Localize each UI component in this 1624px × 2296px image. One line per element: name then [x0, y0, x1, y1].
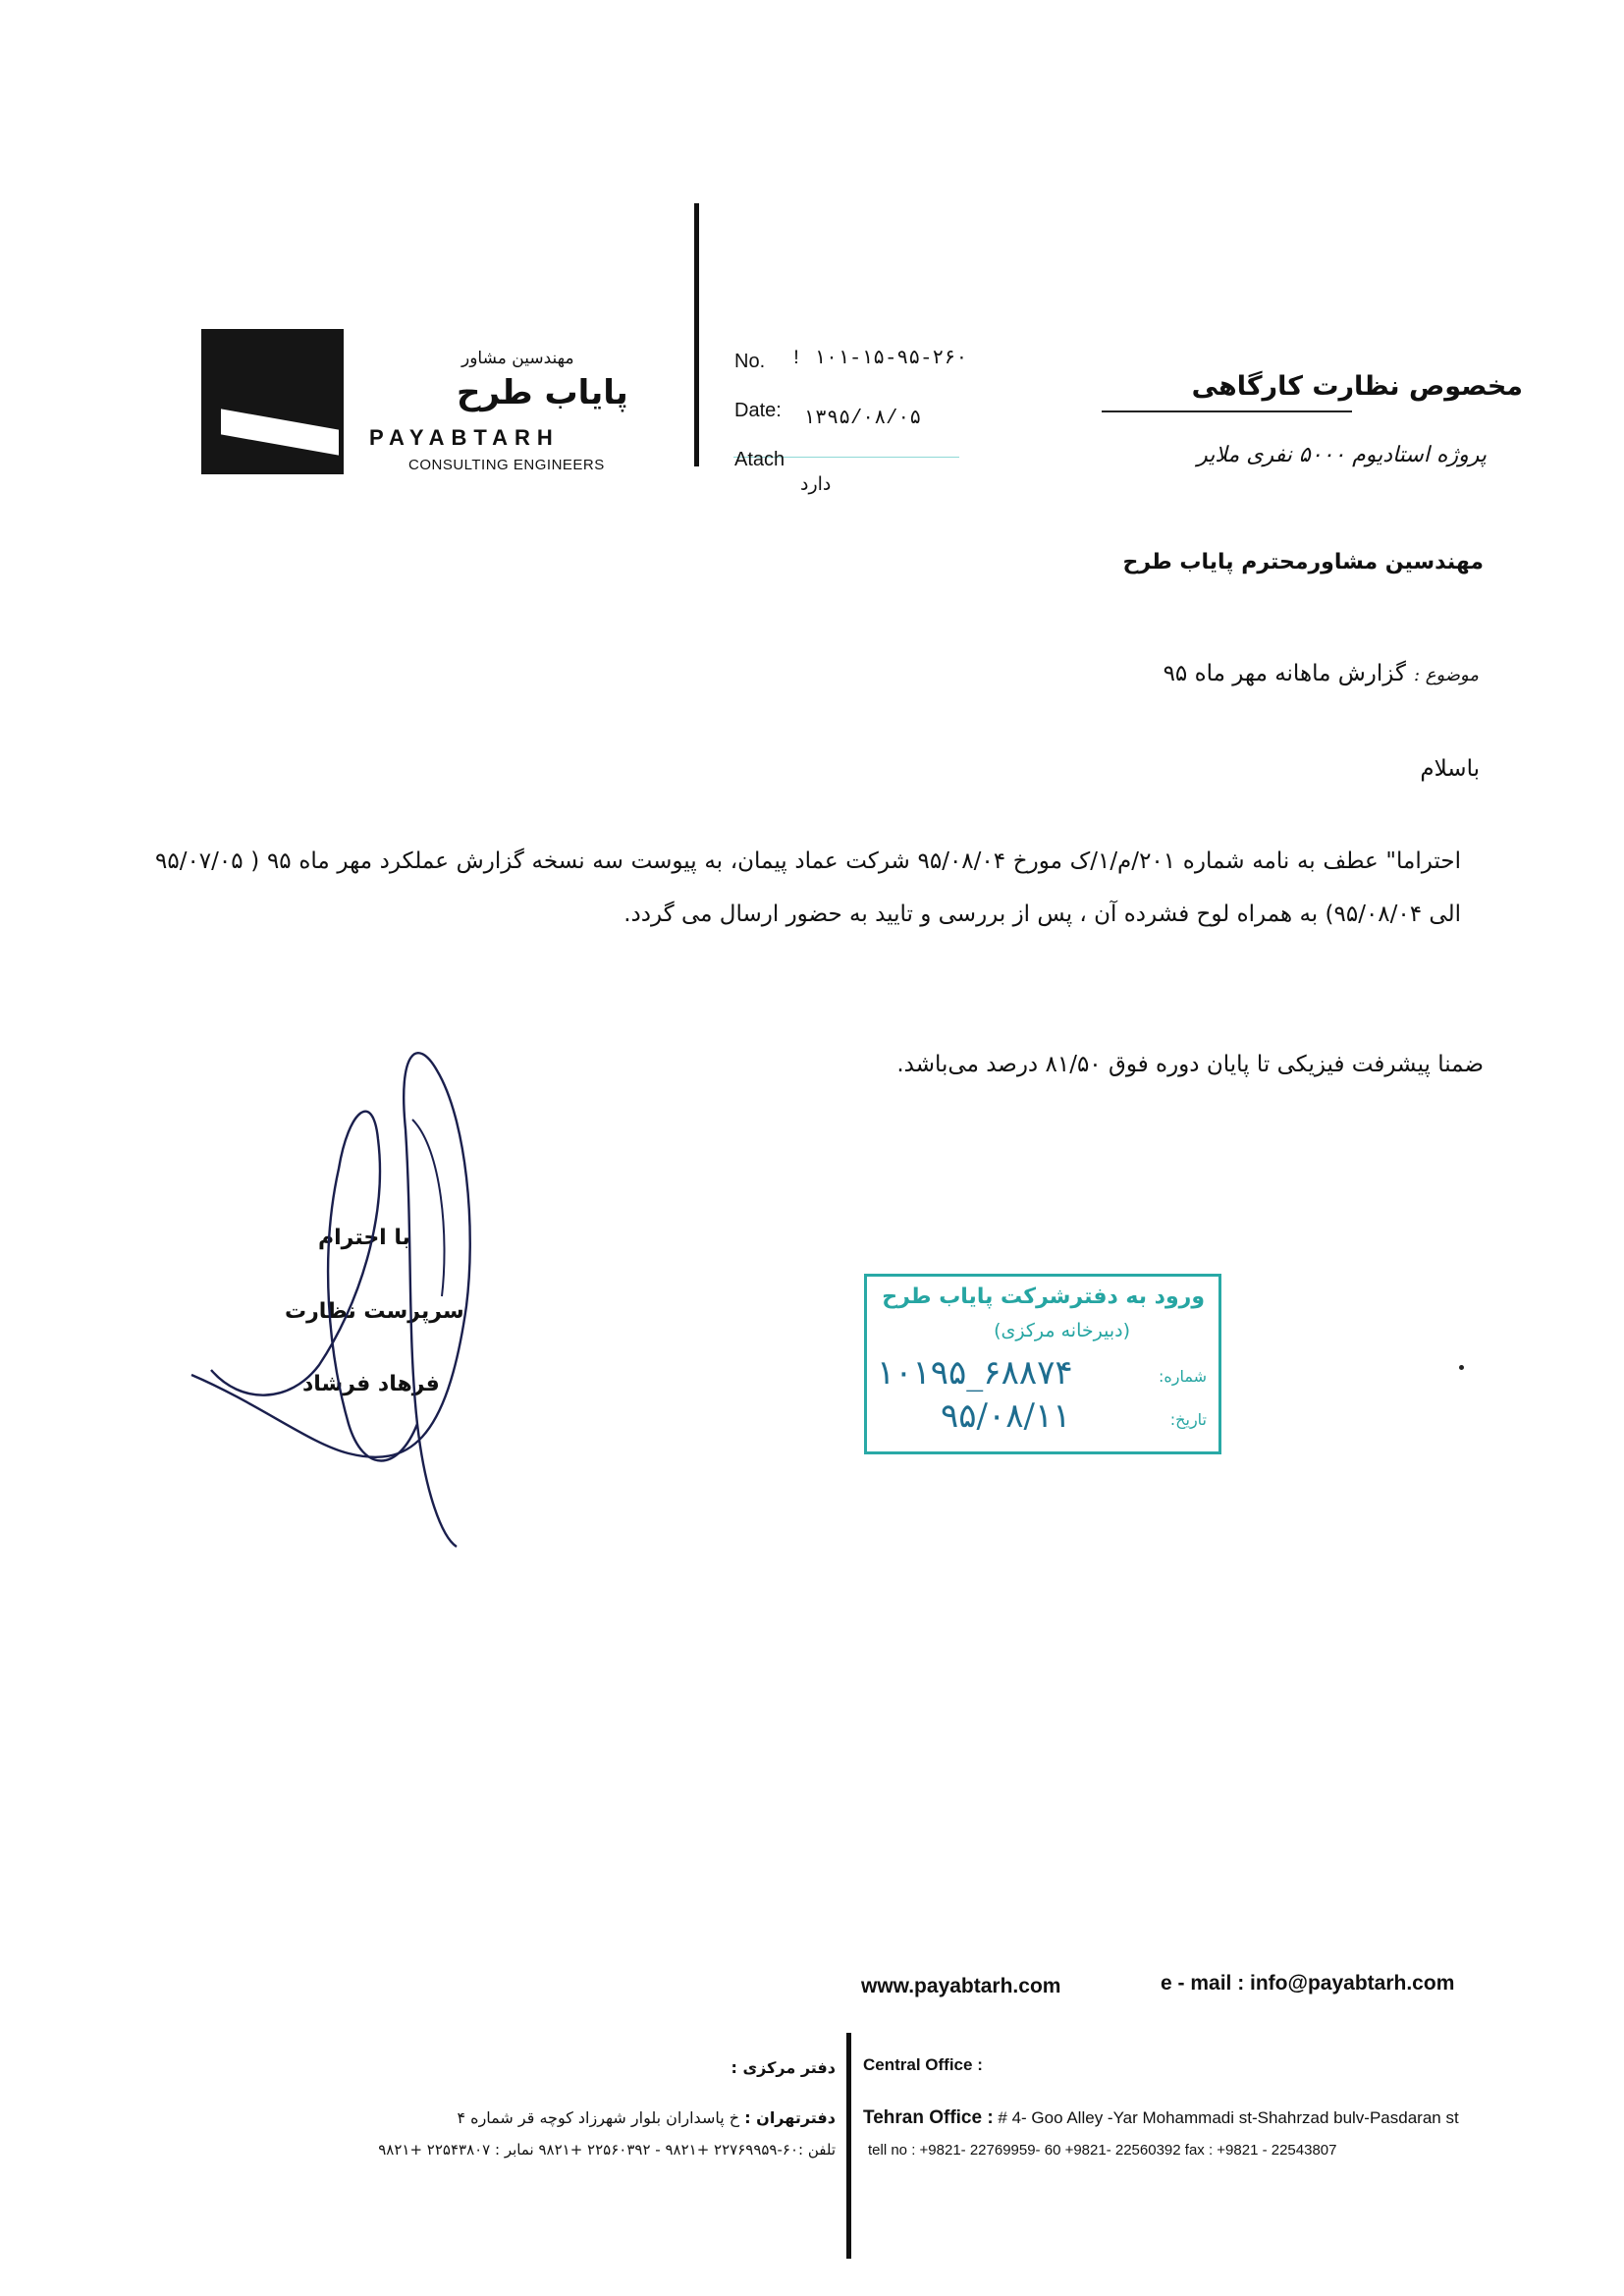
header-divider: [694, 203, 699, 466]
subject-label: موضوع :: [1413, 665, 1479, 685]
firm-subtitle: مهندسین مشاور: [461, 349, 574, 368]
email-address[interactable]: e - mail : info@payabtarh.com: [1161, 1972, 1455, 1995]
phone-en: tell no : +9821- 22769959- 60 +9821- 22560392 fax : +9821 - 22543807: [868, 2142, 1337, 2159]
greeting: باسلام: [1420, 756, 1480, 782]
company-logo: [201, 329, 344, 474]
stamp-subtitle: (دبیرخانه مرکزی): [994, 1320, 1130, 1341]
confidential-heading: مخصوص نظارت کارگاهی: [1191, 371, 1523, 402]
recipient: مهندسین مشاورمحترم پایاب طرح: [1122, 550, 1484, 574]
project-name: پروژه استادیوم ۵۰۰۰ نفری ملایر: [1197, 443, 1487, 467]
tehran-office-fa-address: خ پاسداران بلوار شهرزاد کوچه قر شماره ۴: [457, 2108, 740, 2127]
footer-divider: [846, 2033, 851, 2259]
logo-mark: [221, 409, 339, 455]
heading-underline: [1102, 410, 1352, 412]
letter-date-label: Date:: [734, 400, 782, 421]
signer-title: سرپرست نظارت: [285, 1299, 464, 1324]
tehran-office-fa-label: دفترتهران :: [744, 2108, 836, 2127]
brand-name: PAYABTARH: [369, 425, 560, 450]
tehran-office-en-label: Tehran Office :: [863, 2107, 994, 2128]
letter-number-label: No.: [734, 351, 766, 372]
website[interactable]: www.payabtarh.com: [861, 1975, 1061, 1997]
progress-statement: ضمنا پیشرفت فیزیکی تا پایان دوره فوق ۸۱/۵۰ درصد می‌باشد.: [896, 1052, 1484, 1077]
phone-fa: تلفن :۶۰-۲۲۷۶۹۹۵۹ +۹۸۲۱ - ۲۲۵۶۰۳۹۲ +۹۸۲۱ نمابر : ۲۲۵۴۳۸۰۷ +۹۸۲۱: [378, 2141, 836, 2159]
handwritten-signature: [172, 1011, 565, 1581]
subject-text: گزارش ماهانه مهر ماه ۹۵: [1163, 661, 1406, 686]
attachment-value: دارد: [800, 473, 832, 495]
brand-subtitle: CONSULTING ENGINEERS: [408, 457, 605, 473]
letter-date: ۱۳۹۵/۰۸/۰۵: [803, 408, 922, 430]
stamp-number-label: شماره:: [1158, 1367, 1207, 1386]
closing-regards: با احترام: [318, 1226, 410, 1250]
address-fa: [458, 2108, 837, 2127]
attachment-label: Atach: [734, 449, 785, 470]
signer-name: فرهاد فرشاد: [302, 1372, 440, 1396]
central-office-fa: دفتر مرکزی :: [731, 2058, 836, 2077]
ink-dot: [1459, 1365, 1464, 1370]
address-en: [863, 2107, 1459, 2129]
firm-name: پایاب طرح: [457, 373, 628, 412]
receipt-stamp: [864, 1274, 1221, 1454]
tehran-office-en-address: # 4- Goo Alley -Yar Mohammadi st-Shahrzad bulv-Pasdaran st: [998, 2108, 1459, 2127]
subject-line: [1164, 661, 1479, 686]
stamp-date: ۹۵/۰۸/۱۱: [941, 1396, 1071, 1436]
stamp-title: ورود به دفترشرکت پایاب طرح: [882, 1285, 1205, 1309]
central-office-en: Central Office :: [863, 2055, 983, 2074]
body-paragraph: احتراما" عطف به نامه شماره ۲۰۱/م/۱/ک مورخ ۹۵/۰۸/۰۴ شرکت عماد پیمان، به پیوست سه نسخه گزارش عملکرد مهر ماه ۹۵ ( ۹۵/۰۷/۰۵ الی ۹۵/۰۸/۰۴) به همراه لوح فشرده آن ، پس از بررسی و تایید به حضور ارسال می گردد.: [155, 848, 1461, 927]
stamp-number: ۱۰۱۹۵_۶۸۸۷۴: [877, 1353, 1073, 1393]
letter-number: ! ۱۰۱-۱۵-۹۵-۲۶۰: [790, 348, 968, 370]
stamp-date-label: تاریخ:: [1169, 1410, 1207, 1429]
